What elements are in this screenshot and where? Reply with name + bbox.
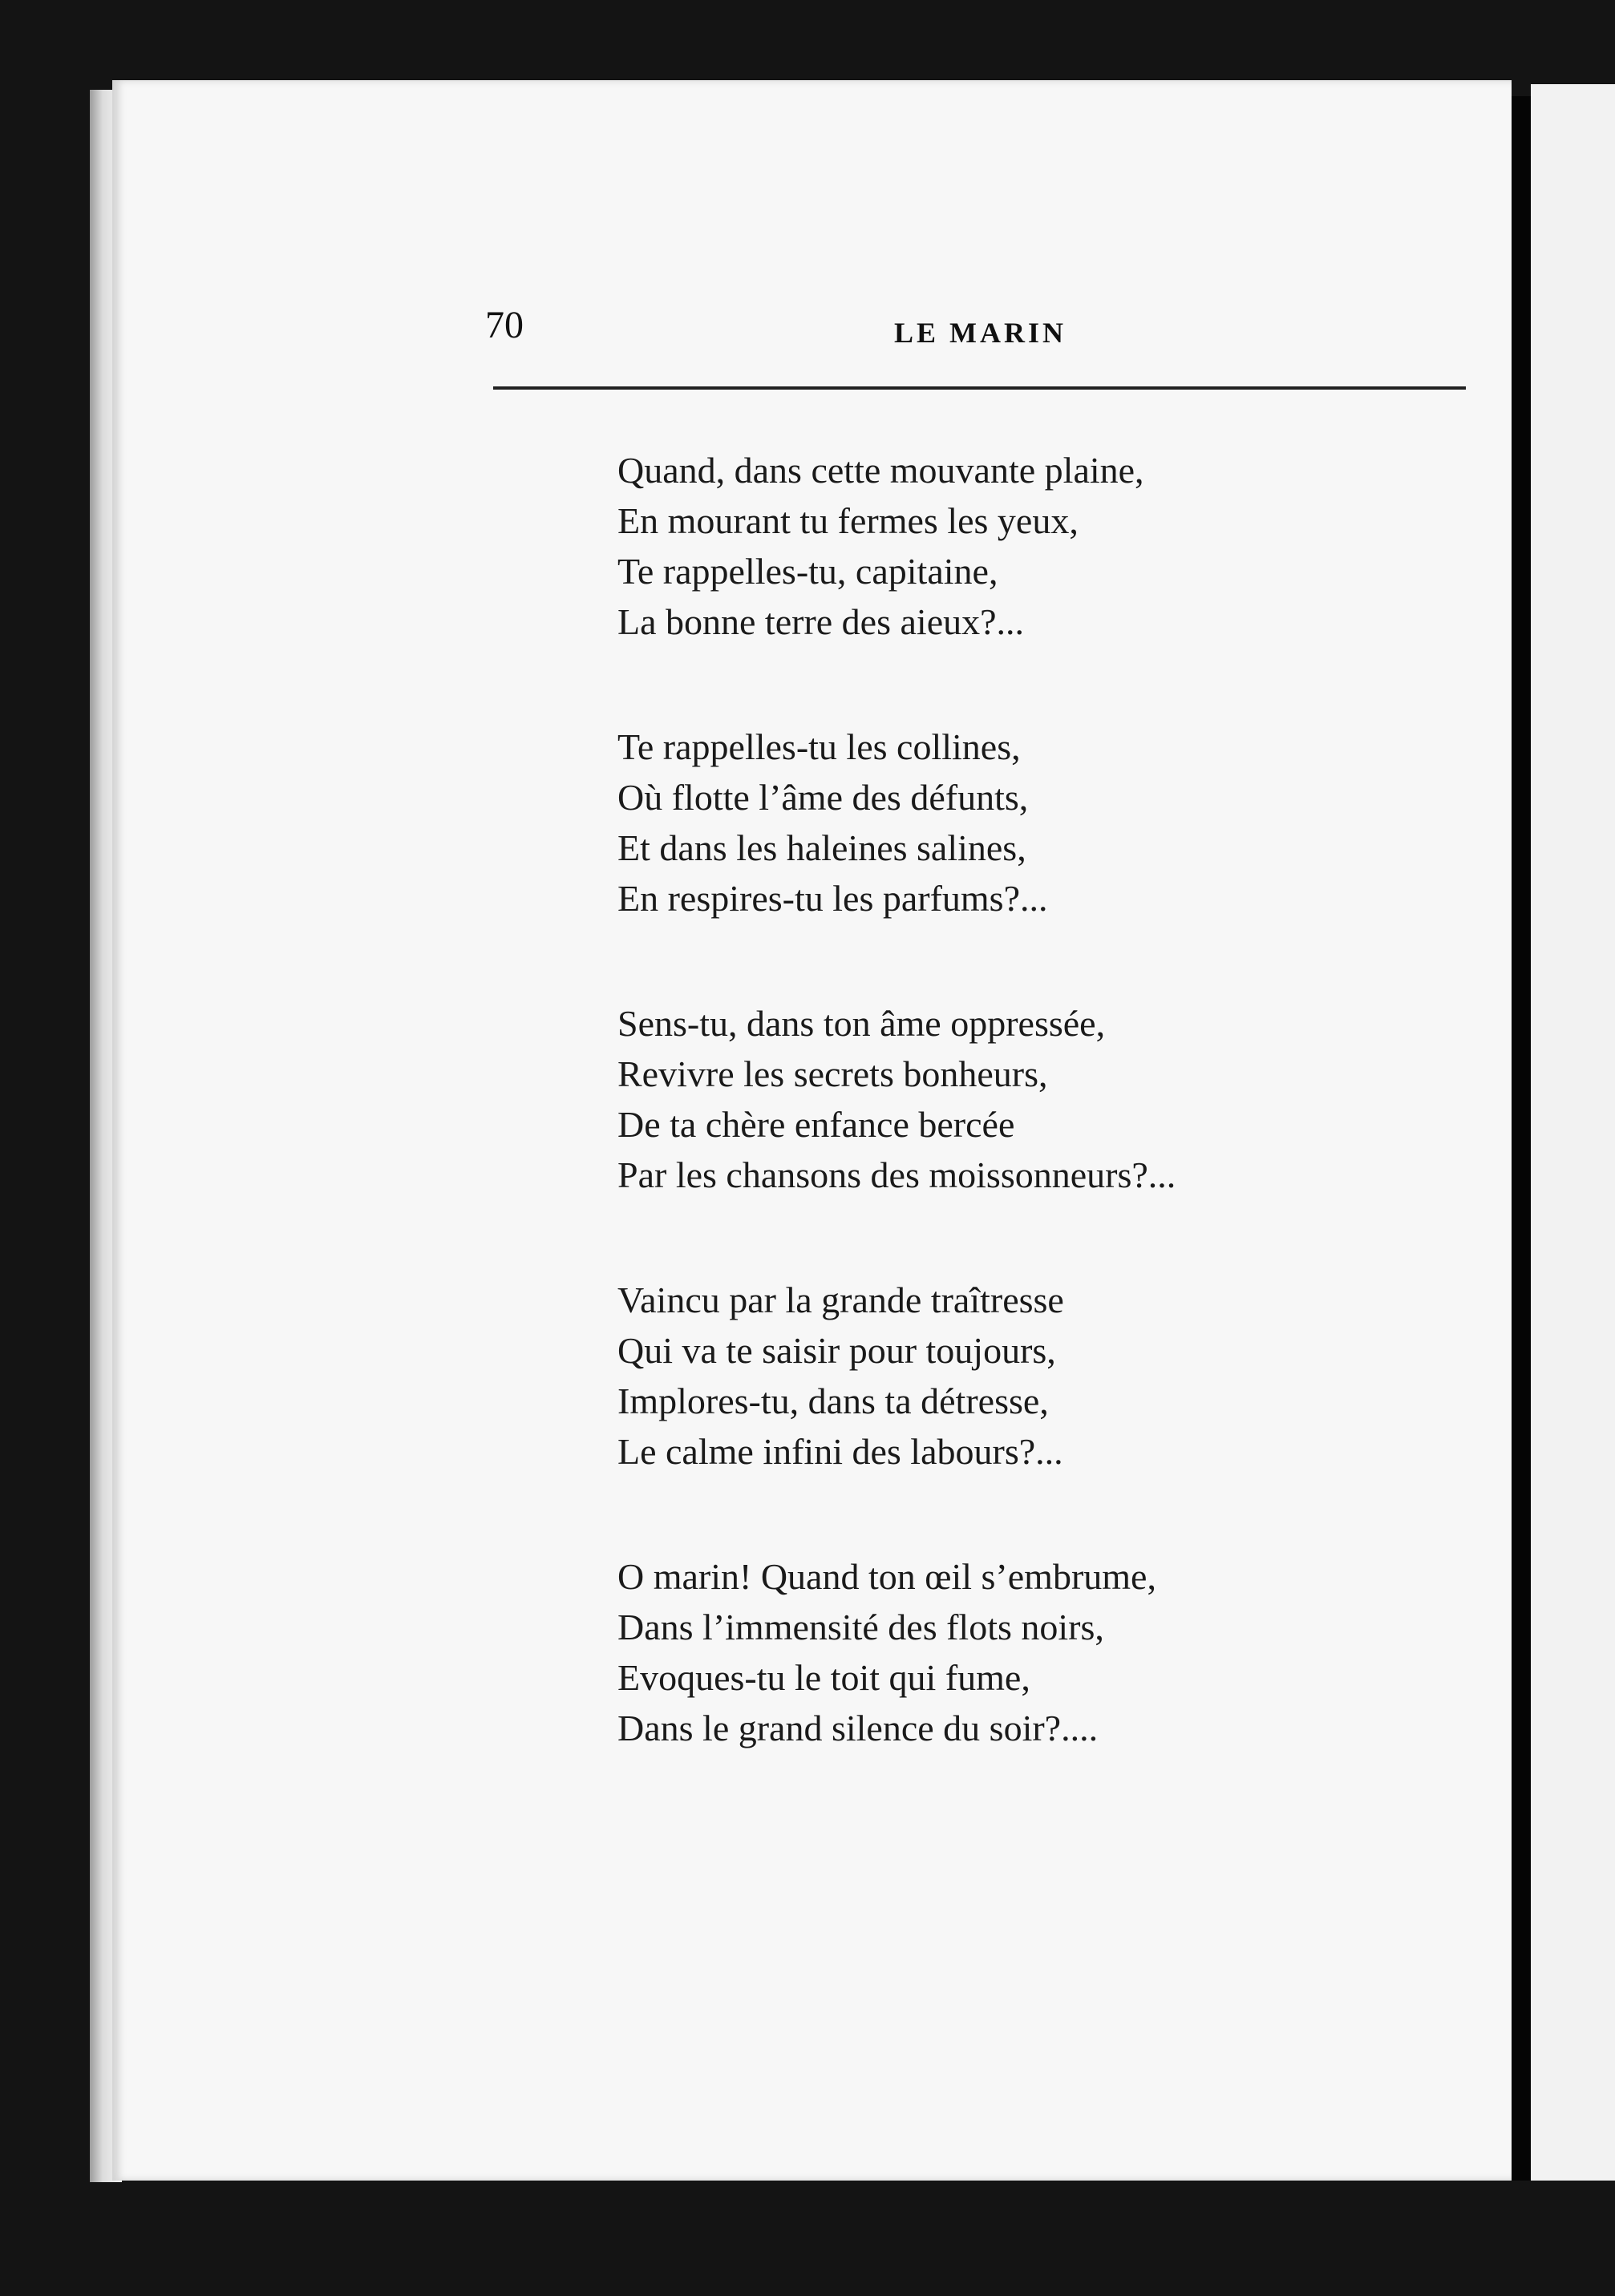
verse-line: Dans l’immensité des flots noirs, — [617, 1607, 1104, 1647]
stanza — [617, 998, 1500, 1200]
verse-line: Te rappelles-tu, capitaine, — [617, 551, 998, 592]
verse-line: Implores-tu, dans ta détresse, — [617, 1380, 1049, 1421]
verse-line: Revivre les secrets bonheurs, — [617, 1053, 1048, 1094]
page-number: 70 — [485, 304, 524, 346]
verse-line: De ta chère enfance bercée — [617, 1104, 1015, 1145]
verse-line: Te rappelles-tu les collines, — [617, 726, 1021, 767]
verse-line: Par les chansons des moissonneurs?... — [617, 1154, 1176, 1195]
stanza — [617, 1275, 1500, 1477]
book-gutter — [1512, 96, 1531, 2181]
page-header — [485, 303, 1467, 367]
verse-line: Qui va te saisir pour toujours, — [617, 1330, 1056, 1371]
verse-line: Evoques-tu le toit qui fume, — [617, 1657, 1030, 1698]
verse-line: Et dans les haleines salines, — [617, 827, 1026, 868]
verse-line: Quand, dans cette mouvante plaine, — [617, 450, 1144, 491]
running-head: LE MARIN — [894, 317, 1067, 349]
verse-line: En respires-tu les parfums?... — [617, 878, 1048, 919]
verse-line: Vaincu par la grande traîtresse — [617, 1279, 1064, 1320]
poem-body — [617, 445, 1500, 1828]
verse-line: Sens-tu, dans ton âme oppressée, — [617, 1003, 1106, 1044]
stanza — [617, 1551, 1500, 1753]
verse-line: Où flotte l’âme des défunts, — [617, 777, 1029, 818]
facing-page-edge — [1531, 84, 1615, 2181]
verse-line: Le calme infini des labours?... — [617, 1431, 1063, 1472]
verse-line: La bonne terre des aieux?... — [617, 601, 1025, 642]
verse-line: En mourant tu fermes les yeux, — [617, 500, 1079, 541]
header-rule — [493, 386, 1466, 390]
verse-line: O marin! Quand ton œil s’embrume, — [617, 1556, 1156, 1597]
stanza — [617, 722, 1500, 924]
stanza — [617, 445, 1500, 647]
verse-line: Dans le grand silence du soir?.... — [617, 1708, 1099, 1748]
